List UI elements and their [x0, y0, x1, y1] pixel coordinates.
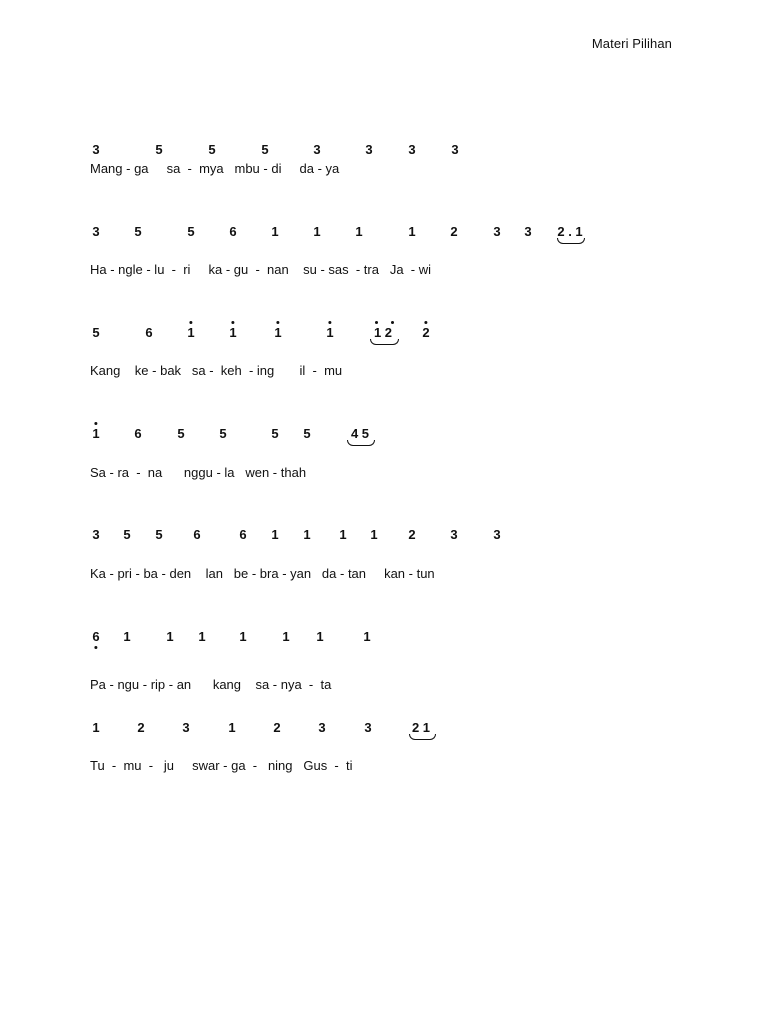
note: 3 [365, 142, 373, 157]
lyric-line-7: Tu - mu - ju swar - ga - ning Gus - ti [90, 758, 353, 773]
note: 3 [451, 142, 459, 157]
note: 4 5 [350, 426, 370, 441]
note: 1 [274, 326, 281, 340]
low-octave-dot [94, 646, 97, 649]
note: 6 [145, 325, 153, 340]
lyric-line-3: Kang ke - bak sa - keh - ing il - mu [90, 363, 343, 378]
high-octave-dot [328, 321, 331, 324]
lyric-line-4: Sa - ra - na nggu - la wen - thah [90, 465, 307, 480]
note: 2 [422, 326, 429, 340]
high-octave-dot [94, 422, 97, 425]
note: 2 [137, 720, 145, 735]
note: 3 [92, 224, 100, 239]
note: 6 [229, 224, 237, 239]
note: 2 . 1 [557, 224, 583, 239]
note: 2 [408, 527, 416, 542]
lyric-line-1: Mang - ga sa - mya mbu - di da - ya [90, 161, 340, 176]
slur-mark [409, 734, 436, 740]
note: 2 1 [411, 720, 431, 735]
high-octave-dot [375, 321, 378, 324]
lyric-line-2: Ha - ngle - lu - ri ka - gu - nan su - sas - tra Ja - wi [90, 262, 431, 277]
note: 5 [155, 527, 163, 542]
note: 5 [134, 224, 142, 239]
note: 3 [313, 142, 321, 157]
note: 1 [187, 326, 194, 340]
note: 1 [408, 224, 416, 239]
note: 1 [282, 629, 290, 644]
note: 1 [316, 629, 324, 644]
slur-mark [557, 238, 585, 244]
note: 5 [219, 426, 227, 441]
note: 5 [155, 142, 163, 157]
note: 1 [92, 427, 99, 441]
lyric-line-5: Ka - pri - ba - den lan be - bra - yan da - tan kan - tun [90, 566, 435, 581]
note: 5 [123, 527, 131, 542]
slur-mark [370, 339, 399, 345]
note: 1 [239, 629, 247, 644]
slur-mark [347, 440, 375, 446]
note: 5 [208, 142, 216, 157]
note: 3 [92, 142, 100, 157]
note: 1 [339, 527, 347, 542]
note: 3 [524, 224, 532, 239]
high-octave-dot [424, 321, 427, 324]
note: 1 [363, 629, 371, 644]
note: 5 [303, 426, 311, 441]
note: 1 [271, 224, 279, 239]
note: 3 [92, 527, 100, 542]
note: 1 [228, 720, 236, 735]
note: 6 [193, 527, 201, 542]
note: 1 [326, 326, 333, 340]
note: 5 [187, 224, 195, 239]
note: 6 [239, 527, 247, 542]
page-header: Materi Pilihan [591, 36, 672, 51]
note: 1 [229, 326, 236, 340]
note: 3 [493, 224, 501, 239]
note: 6 [134, 426, 142, 441]
note: 1 [355, 224, 363, 239]
high-octave-dot [231, 321, 234, 324]
note: 1 [370, 527, 378, 542]
note: 3 [450, 527, 458, 542]
note: 3 [182, 720, 190, 735]
note: 3 [364, 720, 372, 735]
note: 5 [271, 426, 279, 441]
note: 1 [313, 224, 321, 239]
note: 3 [493, 527, 501, 542]
note: 1 [123, 629, 131, 644]
note: 1 [92, 720, 100, 735]
high-octave-dot [276, 321, 279, 324]
high-octave-dot [391, 321, 394, 324]
lyric-line-6: Pa - ngu - rip - an kang sa - nya - ta [90, 677, 332, 692]
note: 1 [198, 629, 206, 644]
note: 5 [177, 426, 185, 441]
note: 1 [303, 527, 311, 542]
note: 3 [318, 720, 326, 735]
note: 2 [273, 720, 281, 735]
note: 5 [92, 325, 100, 340]
note: 5 [261, 142, 269, 157]
note: 2 [450, 224, 458, 239]
note: 1 [271, 527, 279, 542]
high-octave-dot [189, 321, 192, 324]
note: 6 [92, 630, 99, 644]
note: 1 [166, 629, 174, 644]
note: 3 [408, 142, 416, 157]
note: 1 2 [373, 325, 393, 340]
